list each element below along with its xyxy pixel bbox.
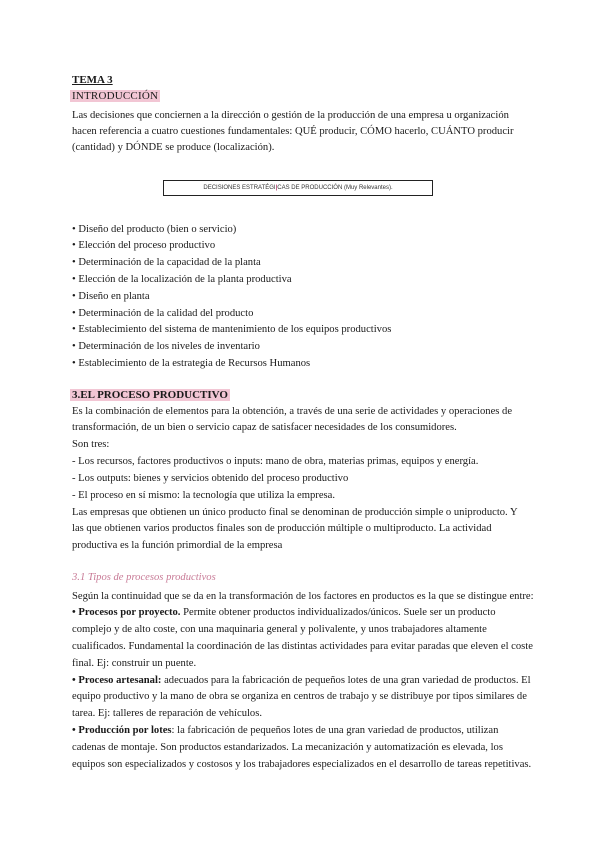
artesanal-label: • Proceso artesanal: <box>72 675 162 686</box>
section-3-line: Son tres: <box>72 439 110 450</box>
proyecto-label: • Procesos por proyecto. <box>72 607 181 618</box>
section-3-line: - Los outputs: bienes y servicios obtenido del proceso productivo <box>72 473 349 484</box>
section-3-line: productiva es la función primordial de la empresa <box>72 540 283 551</box>
proyecto-line: complejo y de alto coste, con una maquinaria general y polivalente, y unos trabajadores altamente <box>72 624 487 635</box>
artesanal-line: tarea. Ej: talleres de reparación de vehículos. <box>72 708 263 719</box>
box-text-part-1: DECISIONES ESTRATÉGI <box>203 185 276 191</box>
strategic-decisions-box <box>163 180 433 196</box>
lotes-label: • Producción por lotes <box>72 725 172 736</box>
artesanal-text: adecuados para la fabricación de pequeños lotes de una gran variedad de productos. El <box>161 675 531 686</box>
lotes-line: equipos son especializados y costosos y los trabajadores especializados en el desarrollo de tareas repetitivas. <box>72 759 532 770</box>
bullet-item: • Elección de la localización de la planta productiva <box>72 274 292 285</box>
bullet-item: • Establecimiento del sistema de mantenimiento de los equipos productivos <box>72 324 392 335</box>
bullet-item: • Determinación de la calidad del producto <box>72 308 254 319</box>
intro-heading-highlight: INTRODUCCIÓN <box>72 90 159 102</box>
section-3-line: Las empresas que obtienen un único producto final se denominan de producción simple o uniproducto. Y <box>72 507 518 518</box>
intro-line-2: hacen referencia a cuatro cuestiones fundamentales: QUÉ producir, CÓMO hacerlo, CUÁNTO producir <box>72 126 514 137</box>
lotes-text: : la fabricación de pequeños lotes de una gran variedad de productos, utilizan <box>171 725 499 736</box>
section-3-line: Es la combinación de elementos para la obtención, a través de una serie de actividades y operaciones de <box>72 406 513 417</box>
lotes-line: cadenas de montaje. Son productos estandarizados. La mecanización y automatización es elevada, los <box>72 742 503 753</box>
bullet-item: • Elección del proceso productivo <box>72 240 216 251</box>
artesanal-line-1 <box>72 673 531 689</box>
lotes-line-1 <box>72 723 498 739</box>
bullet-item: • Establecimiento de la estrategia de Recursos Humanos <box>72 358 311 369</box>
section-3-heading-highlight: 3.EL PROCESO PRODUCTIVO <box>72 389 228 401</box>
text-cursor: | <box>275 185 278 191</box>
section-3-line: las que obtienen varios productos finales son de producción múltiple o multiproducto. La actividad <box>72 523 492 534</box>
bullet-item: • Diseño en planta <box>72 291 150 302</box>
proyecto-line-1 <box>72 605 496 621</box>
section-3-heading <box>72 389 230 401</box>
bullet-item: • Determinación de los niveles de inventario <box>72 341 260 352</box>
proyecto-line: cualificados. Fundamental la coordinación de las distintas actividades para evitar paradas que eleven el coste <box>72 641 533 652</box>
section-3-line: transformación, de un bien o servicio capaz de satisfacer necesidades de los consumidores. <box>72 422 457 433</box>
bullet-item: • Determinación de la capacidad de la planta <box>72 257 261 268</box>
intro-line-3: (cantidad) y DÓNDE se produce (localización). <box>72 142 275 153</box>
section-3-line: - El proceso en sí mismo: la tecnología que utiliza la empresa. <box>72 490 335 501</box>
proyecto-line: final. Ej: construir un puente. <box>72 658 197 669</box>
intro-heading <box>72 90 160 102</box>
section-3-1-intro: Según la continuidad que se da en la transformación de los factores en productos es la que se distingue entre: <box>72 591 534 602</box>
box-text-part-2: CAS DE PRODUCCIÓN (Muy Relevantes). <box>277 185 393 191</box>
bullet-item: • Diseño del producto (bien o servicio) <box>72 224 237 235</box>
section-3-1-heading: 3.1 Tipos de procesos productivos <box>72 572 216 583</box>
intro-line-1: Las decisiones que conciernen a la dirección o gestión de la producción de una empresa u organización <box>72 110 509 121</box>
tema-title: TEMA 3 <box>72 74 113 86</box>
proyecto-text: Permite obtener productos individualizados/únicos. Suele ser un producto <box>180 607 496 618</box>
artesanal-line: equipo productivo y la mano de obra se organiza en centros de trabajo y se distribuye por tipos similares de <box>72 691 527 702</box>
section-3-line: - Los recursos, factores productivos o inputs: mano de obra, materias primas, equipos y energía. <box>72 456 479 467</box>
